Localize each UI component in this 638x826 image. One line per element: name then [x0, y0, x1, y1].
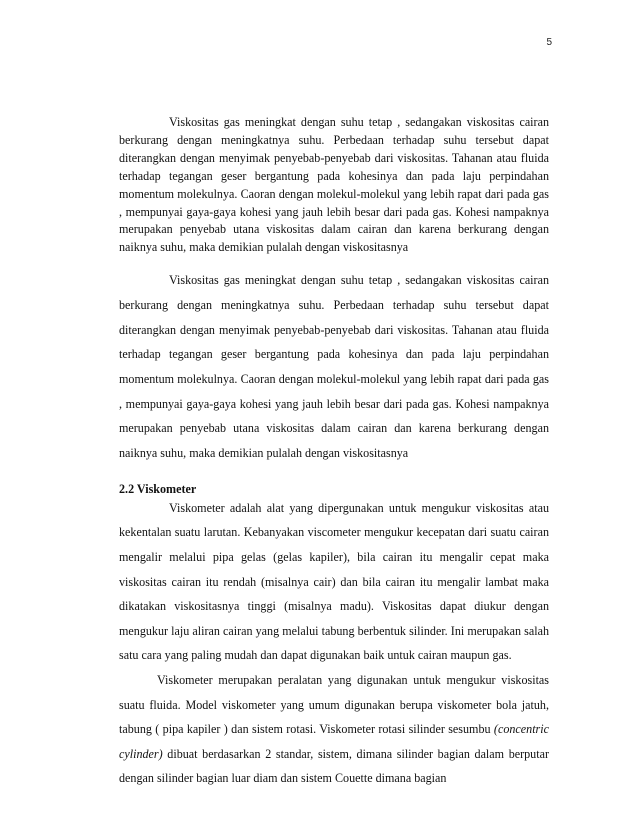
page-number: 5 [546, 37, 552, 48]
paragraph-viskositas-double-spaced: Viskositas gas meningkat dengan suhu tetap , sedangakan viskositas cairan berkurang dengan meningkatnya suhu. Perbedaan terhadap suhu tersebut dapat diterangkan dengan menyimak penyebab-penyebab dari viskositas. Tahanan atau fluida terhadap tegangan geser bergantung pada kohesinya dan pada laju perpindahan momentum molekulnya. Caoran dengan molekul-molekul yang lebih rapat dari pada gas , mempunyai gaya-gaya kohesi yang jauh lebih besar dari pada gas. Kohesi nampaknya merupakan penyebab utana viskositas dalam cairan dan karena berkurang dengan naiknya suhu, maka demikian pulalah dengan viskositasnya [119, 273, 549, 461]
paragraph-text: dibuat berdasarkan 2 standar, sistem, dimana silinder bagian dalam berputar dengan silinder bagian luar diam dan sistem Couette dimana bagian [119, 746, 549, 786]
paragraph-viskometer-types [119, 668, 549, 791]
section-heading-viskometer: 2.2 Viskometer [119, 481, 197, 496]
paragraph-text: Viskometer merupakan peralatan yang digunakan untuk mengukur viskositas suatu fluida. Model viskometer yang umum digunakan berupa viskometer bola jatuh, tabung ( pipa kapiler ) dan sistem rotasi. Viskometer rotasi silinder sesumbu [119, 673, 549, 737]
paragraph-viskositas-single-spaced: Viskositas gas meningkat dengan suhu tetap , sedangakan viskositas cairan berkurang dengan meningkatnya suhu. Perbedaan terhadap suhu tersebut dapat diterangkan dengan menyimak penyebab-penyebab dari viskositas. Tahanan atau fluida terhadap tegangan geser bergantung pada kohesinya dan pada laju perpindahan momentum molekulnya. Caoran dengan molekul-molekul yang lebih rapat dari pada gas , mempunyai gaya-gaya kohesi yang jauh lebih besar dari pada gas. Kohesi nampaknya merupakan penyebab utana viskositas dalam cairan dan karena berkurang dengan naiknya suhu, maka demikian pulalah dengan viskositasnya [119, 115, 549, 255]
italic-term: (concentric cylinder) [119, 722, 549, 761]
page-content [119, 114, 549, 791]
paragraph-viskometer-definition: Viskometer adalah alat yang dipergunakan untuk mengukur viskositas atau kekentalan suatu larutan. Kebanyakan viscometer mengukur kecepatan dari suatu cairan mengalir melalui pipa gelas (gelas kapiler), bila cairan itu mengalir cepat maka viskositas cairan itu rendah (misalnya cair) dan bila cairan itu mengalir lambat maka dikatakan viskositasnya tinggi (misalnya madu). Viskositas dapat diukur dengan mengukur laju aliran cairan yang melalui tabung berbentuk silinder. Ini merupakan salah satu cara yang paling mudah dan dapat digunakan baik untuk cairan maupun gas. [119, 500, 549, 663]
